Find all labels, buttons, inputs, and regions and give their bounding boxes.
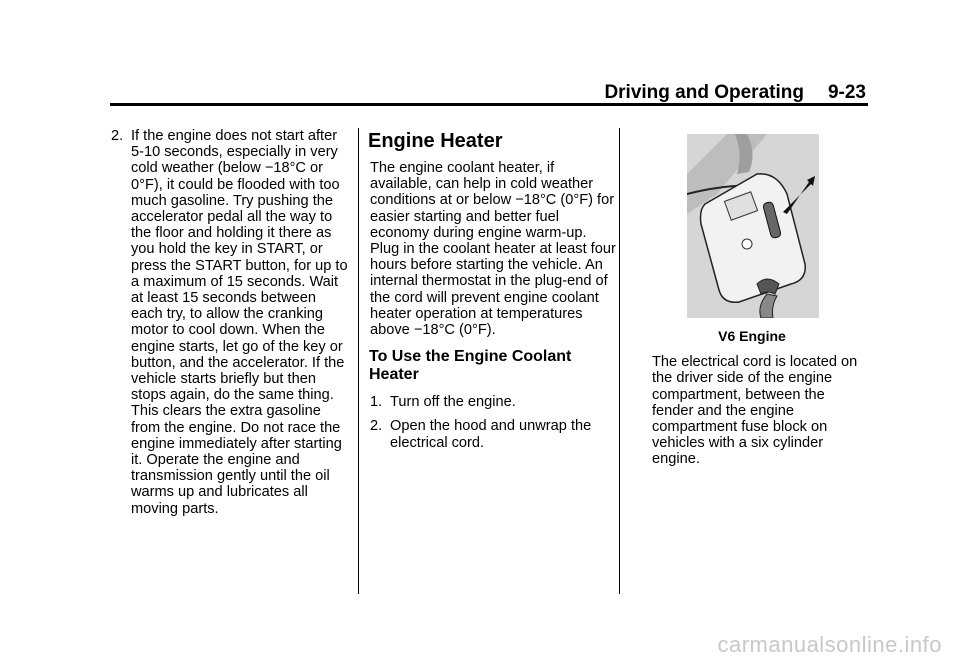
list-item [111, 128, 351, 517]
list-item-number: 1. [370, 394, 383, 411]
list-item-number: 2. [111, 128, 124, 144]
list-item-text: Open the hood and unwrap the electrical cord. [390, 418, 592, 451]
column-right [652, 128, 868, 476]
list-item [370, 418, 616, 450]
list-item-text: If the engine does not start after 5-10 seconds, especially in very cold weather (below −18°C or 0°F), it could be flooded with too much gasoline. Try pushing the accelerator pedal all the way to the floor and holding it there as you hold the key in START, or press the START button, for up to a maximum of 15 seconds. Wait at least 15 seconds between each try, to allow the cranking motor to cool down. When the engine starts, let go of the key or button, and the accelerator. If the vehicle starts briefly but then stops again, do the same thing. This clears the extra gasoline from the engine. Do not race the engine immediately after starting it. Operate the engine and transmission gently until the oil warms up and lubricates all moving parts. [131, 128, 348, 517]
list-item-text: Turn off the engine. [390, 394, 516, 411]
body-paragraph: The electrical cord is located on the driver side of the engine compartment, between the fender and the engine compartment fuse block on vehicles with a six cylinder engine. [652, 354, 858, 468]
subsection-heading: To Use the Engine Coolant Heater [369, 348, 572, 384]
page-number: 9-23 [827, 82, 866, 103]
column-left [111, 128, 351, 525]
watermark: carmanualsonline.info [717, 632, 942, 657]
figure-caption: V6 Engine [718, 328, 786, 344]
list-item [370, 394, 616, 410]
section-title: Driving and Operating [604, 82, 804, 103]
column-divider [358, 128, 359, 594]
column-middle [370, 128, 616, 459]
engine-heater-drawing [687, 134, 819, 318]
list-item-number: 2. [370, 418, 383, 435]
intro-paragraph: The engine coolant heater, if available, can help in cold weather conditions at or below −18°C (0°F) for easier starting and better fuel economy during engine warm-up. Plug in the coolant heater at least four hours before starting the vehicle. An internal thermostat in the plug-end of the cord will prevent engine coolant heater operation at temperatures above −18°C (0°F). [370, 160, 616, 339]
column-divider [619, 128, 620, 594]
engine-heater-illustration [687, 134, 819, 318]
section-heading: Engine Heater [368, 130, 503, 152]
header-title [604, 82, 866, 104]
header-rule [110, 103, 868, 106]
